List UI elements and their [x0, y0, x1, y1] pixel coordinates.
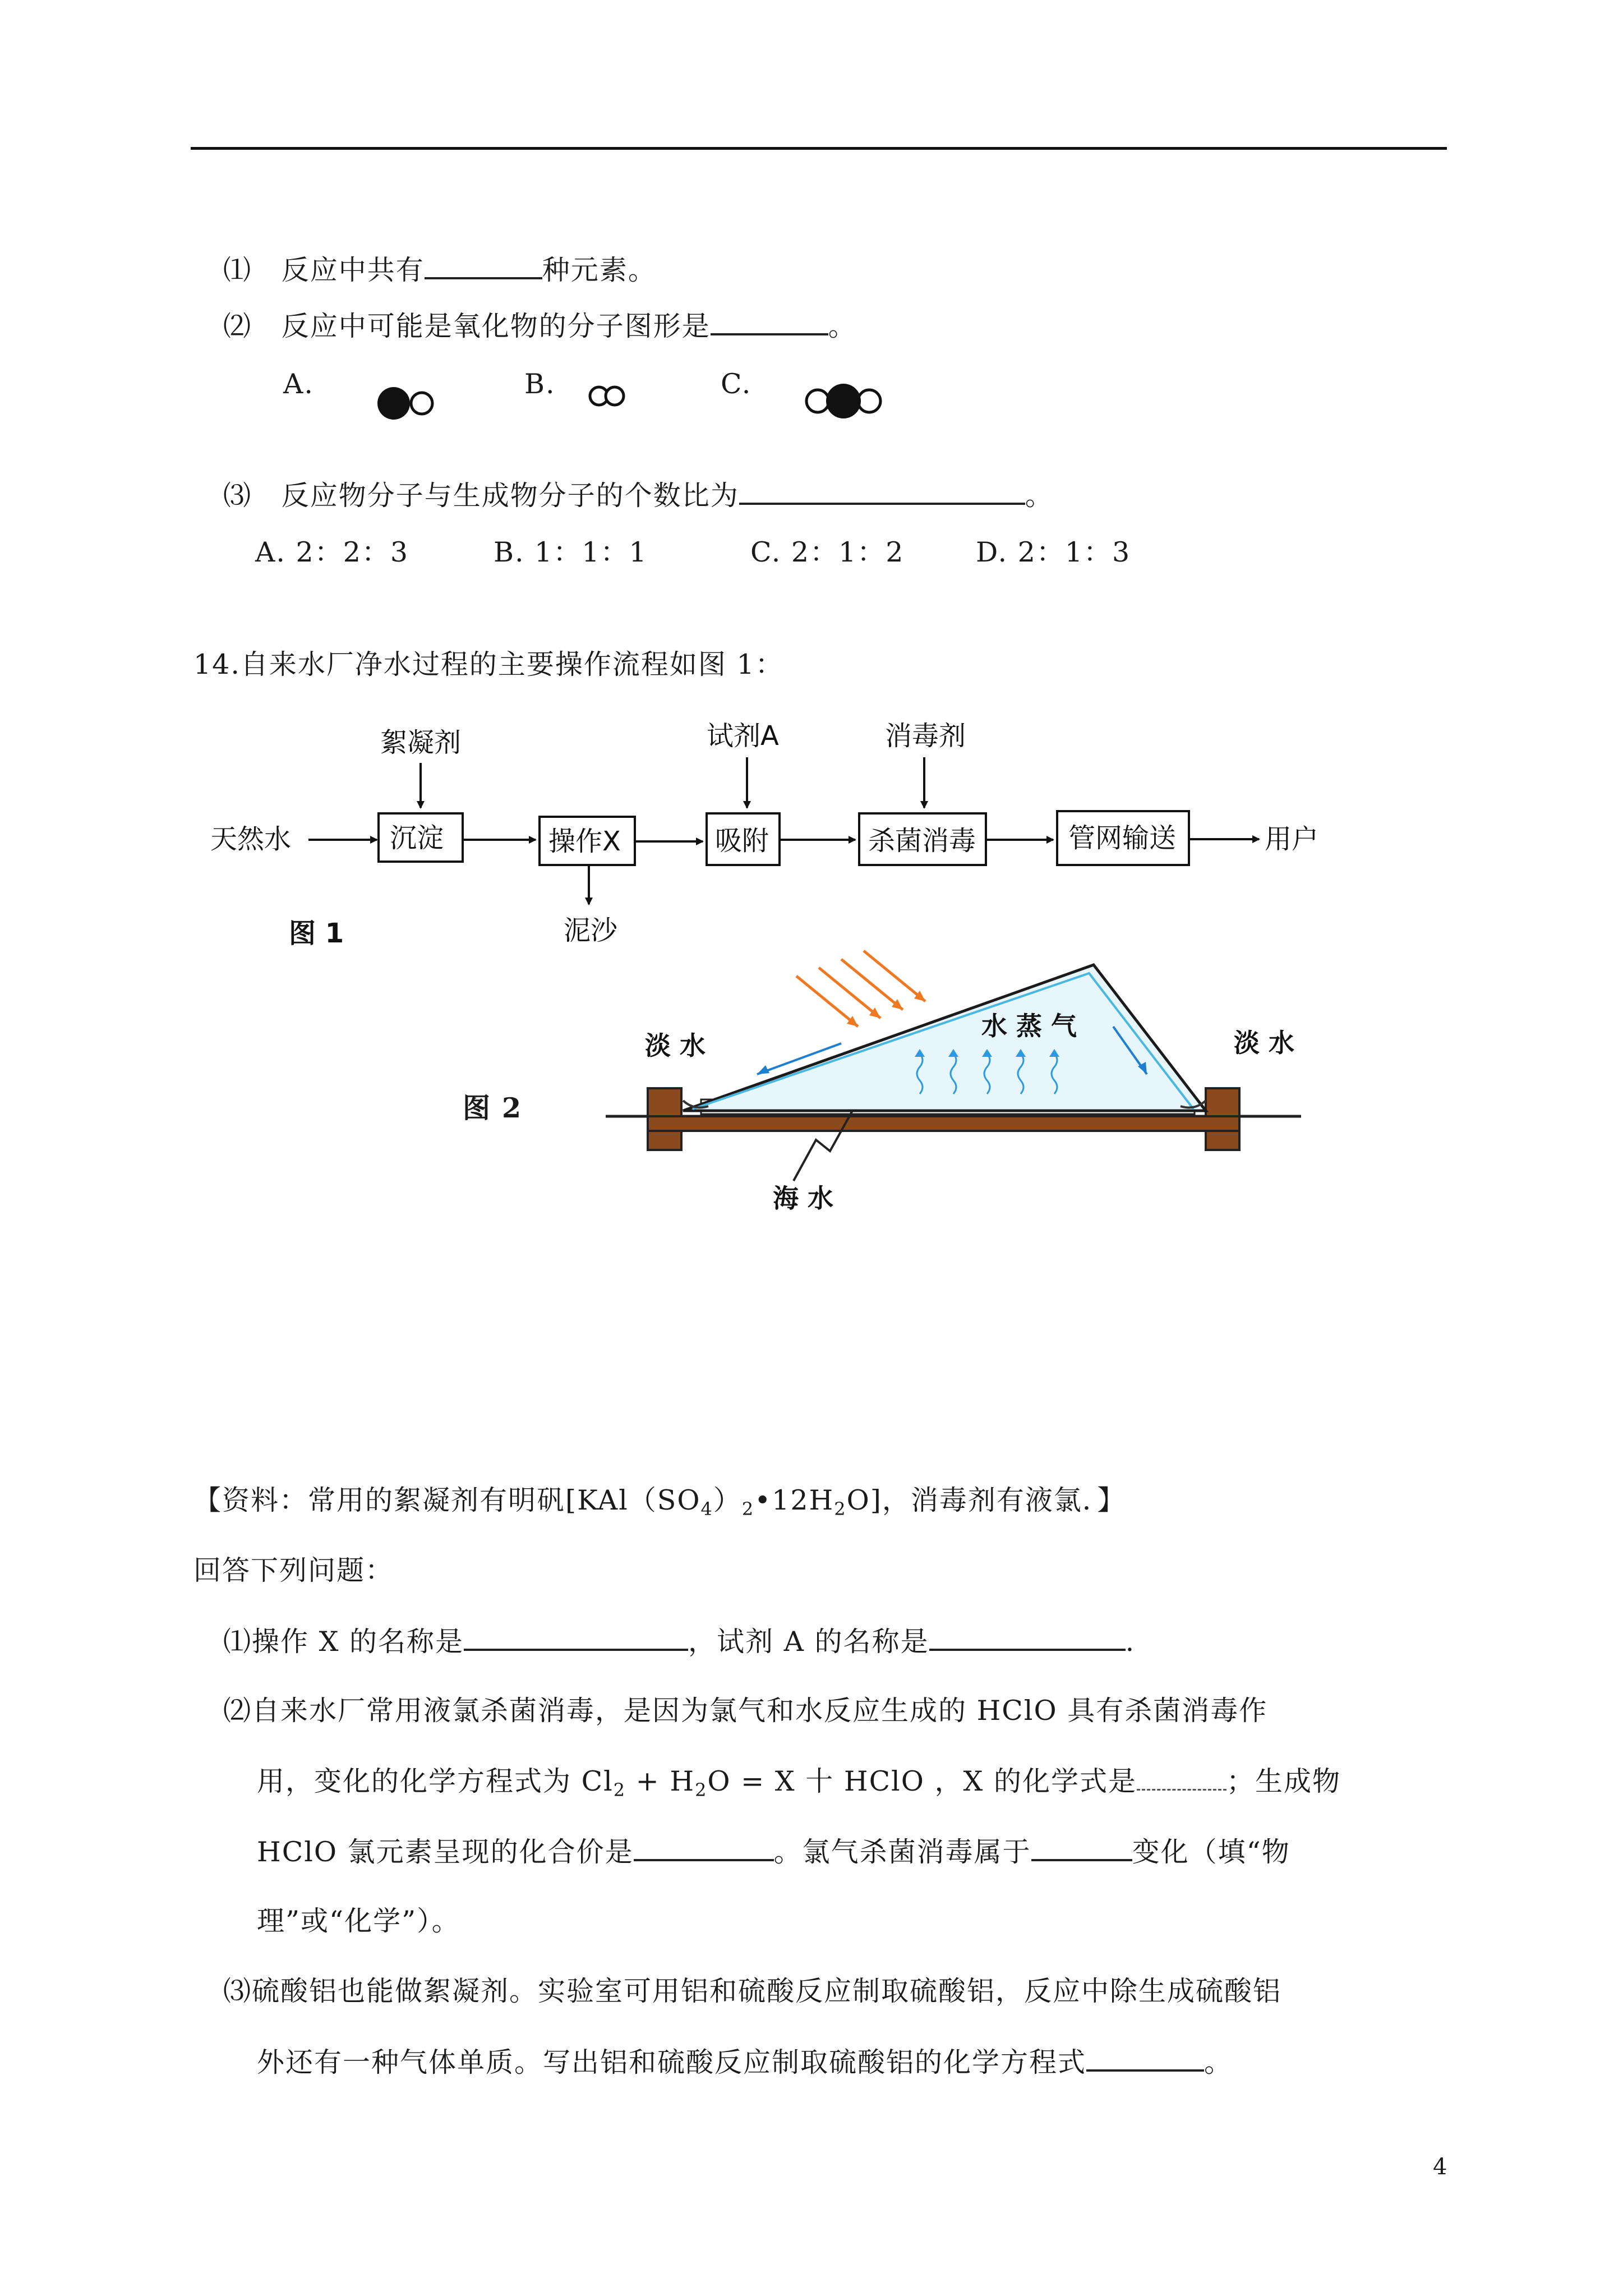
answer-blank-x-formula[interactable] — [1137, 1764, 1227, 1791]
flow-chart-figure-1 — [202, 707, 1346, 954]
molecule-a-icon — [375, 385, 437, 422]
choice-a[interactable]: A. 2：2：3 — [255, 536, 409, 568]
answer-blank[interactable] — [739, 478, 1025, 505]
info-note: 【资料：常用的絮凝剂有明矾$[KAl(SO_4)_2•12H_2O]$，消毒剂有液氯．】 — [193, 1484, 1126, 1520]
choice-b[interactable]: B. 1：1：1 — [494, 536, 648, 568]
flow-box-pipeline-label: 管网输送 — [1068, 822, 1177, 854]
flow-box-operation-x-label: 操作X — [548, 826, 621, 857]
molecule-b-icon — [588, 384, 628, 408]
flow-sediment-label: 泥沙 — [564, 915, 618, 946]
answer-prompt: 回答下列问题： — [193, 1554, 394, 1586]
flow-box-sedimentation-label: 沉淀 — [390, 822, 444, 854]
subquestion-1: ⑴操作 X 的名称是 ，试剂 A 的名称是 . — [223, 1624, 1135, 1659]
answer-blank-reagent-a[interactable] — [929, 1624, 1126, 1651]
flow-box-adsorption-label: 吸附 — [715, 825, 769, 857]
subquestion-2-line-3: HClO 氯元素呈现的化合价是 。氯气杀菌消毒属于 变化（填“物 — [257, 1834, 1290, 1869]
flow-coagulant-label: 絮凝剂 — [380, 727, 462, 758]
answer-blank-change-type[interactable] — [1031, 1834, 1132, 1861]
figure-2-caption: 图 2 — [463, 1092, 523, 1124]
answer-blank[interactable] — [425, 252, 542, 279]
choice-c[interactable]: C. 2：1：2 — [750, 536, 905, 568]
header-rule — [191, 147, 1447, 150]
subquestion-3-line-2: 外还有一种气体单质。写出铝和硫酸反应制取硫酸铝的化学方程式 。 — [257, 2045, 1233, 2079]
water-vapor-label: 水 蒸 气 — [981, 1011, 1077, 1041]
part-number: ⑶ — [223, 480, 252, 512]
q13-part1: ⑴ 反应中共有 种元素。 — [223, 252, 657, 287]
flow-source-label: 天然水 — [210, 823, 292, 855]
answer-blank-operation-x[interactable] — [464, 1624, 688, 1651]
q13-part2: ⑵ 反应中可能是氧化物的分子图形是 。 — [223, 309, 857, 343]
answer-blank-valence[interactable] — [634, 1834, 774, 1861]
page-number: 4 — [1433, 2154, 1447, 2180]
sea-water-label: 海 水 — [773, 1183, 834, 1213]
choice-d[interactable]: D. 2：1：3 — [976, 536, 1131, 568]
answer-blank[interactable] — [711, 309, 828, 335]
subquestion-2-line-2: 用，变化的化学方程式为 $Cl_2 + H_2O = X$ 十 HClO ，X 的化学式是 ；生成物 — [257, 1765, 1341, 1801]
option-c-label: C. — [721, 368, 752, 400]
molecule-c-icon — [802, 381, 892, 421]
flow-box-disinfection-label: 杀菌消毒 — [868, 825, 976, 857]
subquestion-3-line-1: ⑶硫酸铝也能做絮凝剂。实验室可用铝和硫酸反应制取硫酸铝，反应中除生成硫酸铝 — [223, 1975, 1282, 2007]
answer-blank-equation[interactable] — [1086, 2045, 1204, 2072]
subquestion-2-line-4: 理”或“化学”）。 — [257, 1905, 460, 1937]
part-number: ⑵ — [223, 310, 252, 342]
flow-reagent-label: 试剂A — [707, 720, 779, 752]
option-a-label: A. — [283, 368, 314, 400]
flow-end-label: 用户 — [1265, 823, 1319, 855]
q13-part3: ⑶ 反应物分子与生成物分子的个数比为 。 — [223, 478, 1054, 513]
question-14-intro: 14.自来水厂净水过程的主要操作流程如图 1： — [193, 648, 784, 680]
flow-disinfectant-label: 消毒剂 — [885, 720, 966, 752]
option-b-label: B. — [524, 368, 556, 400]
solar-still-figure-2 — [594, 942, 1324, 1223]
subquestion-2-line-1: ⑵自来水厂常用液氯杀菌消毒，是因为氯气和水反应生成的 HClO 具有杀菌消毒作 — [223, 1695, 1268, 1727]
figure-1-caption: 图 1 — [289, 918, 344, 949]
fresh-water-right-label: 淡 水 — [1234, 1028, 1295, 1058]
part-number: ⑴ — [223, 254, 252, 286]
fresh-water-left-label: 淡 水 — [645, 1030, 706, 1061]
